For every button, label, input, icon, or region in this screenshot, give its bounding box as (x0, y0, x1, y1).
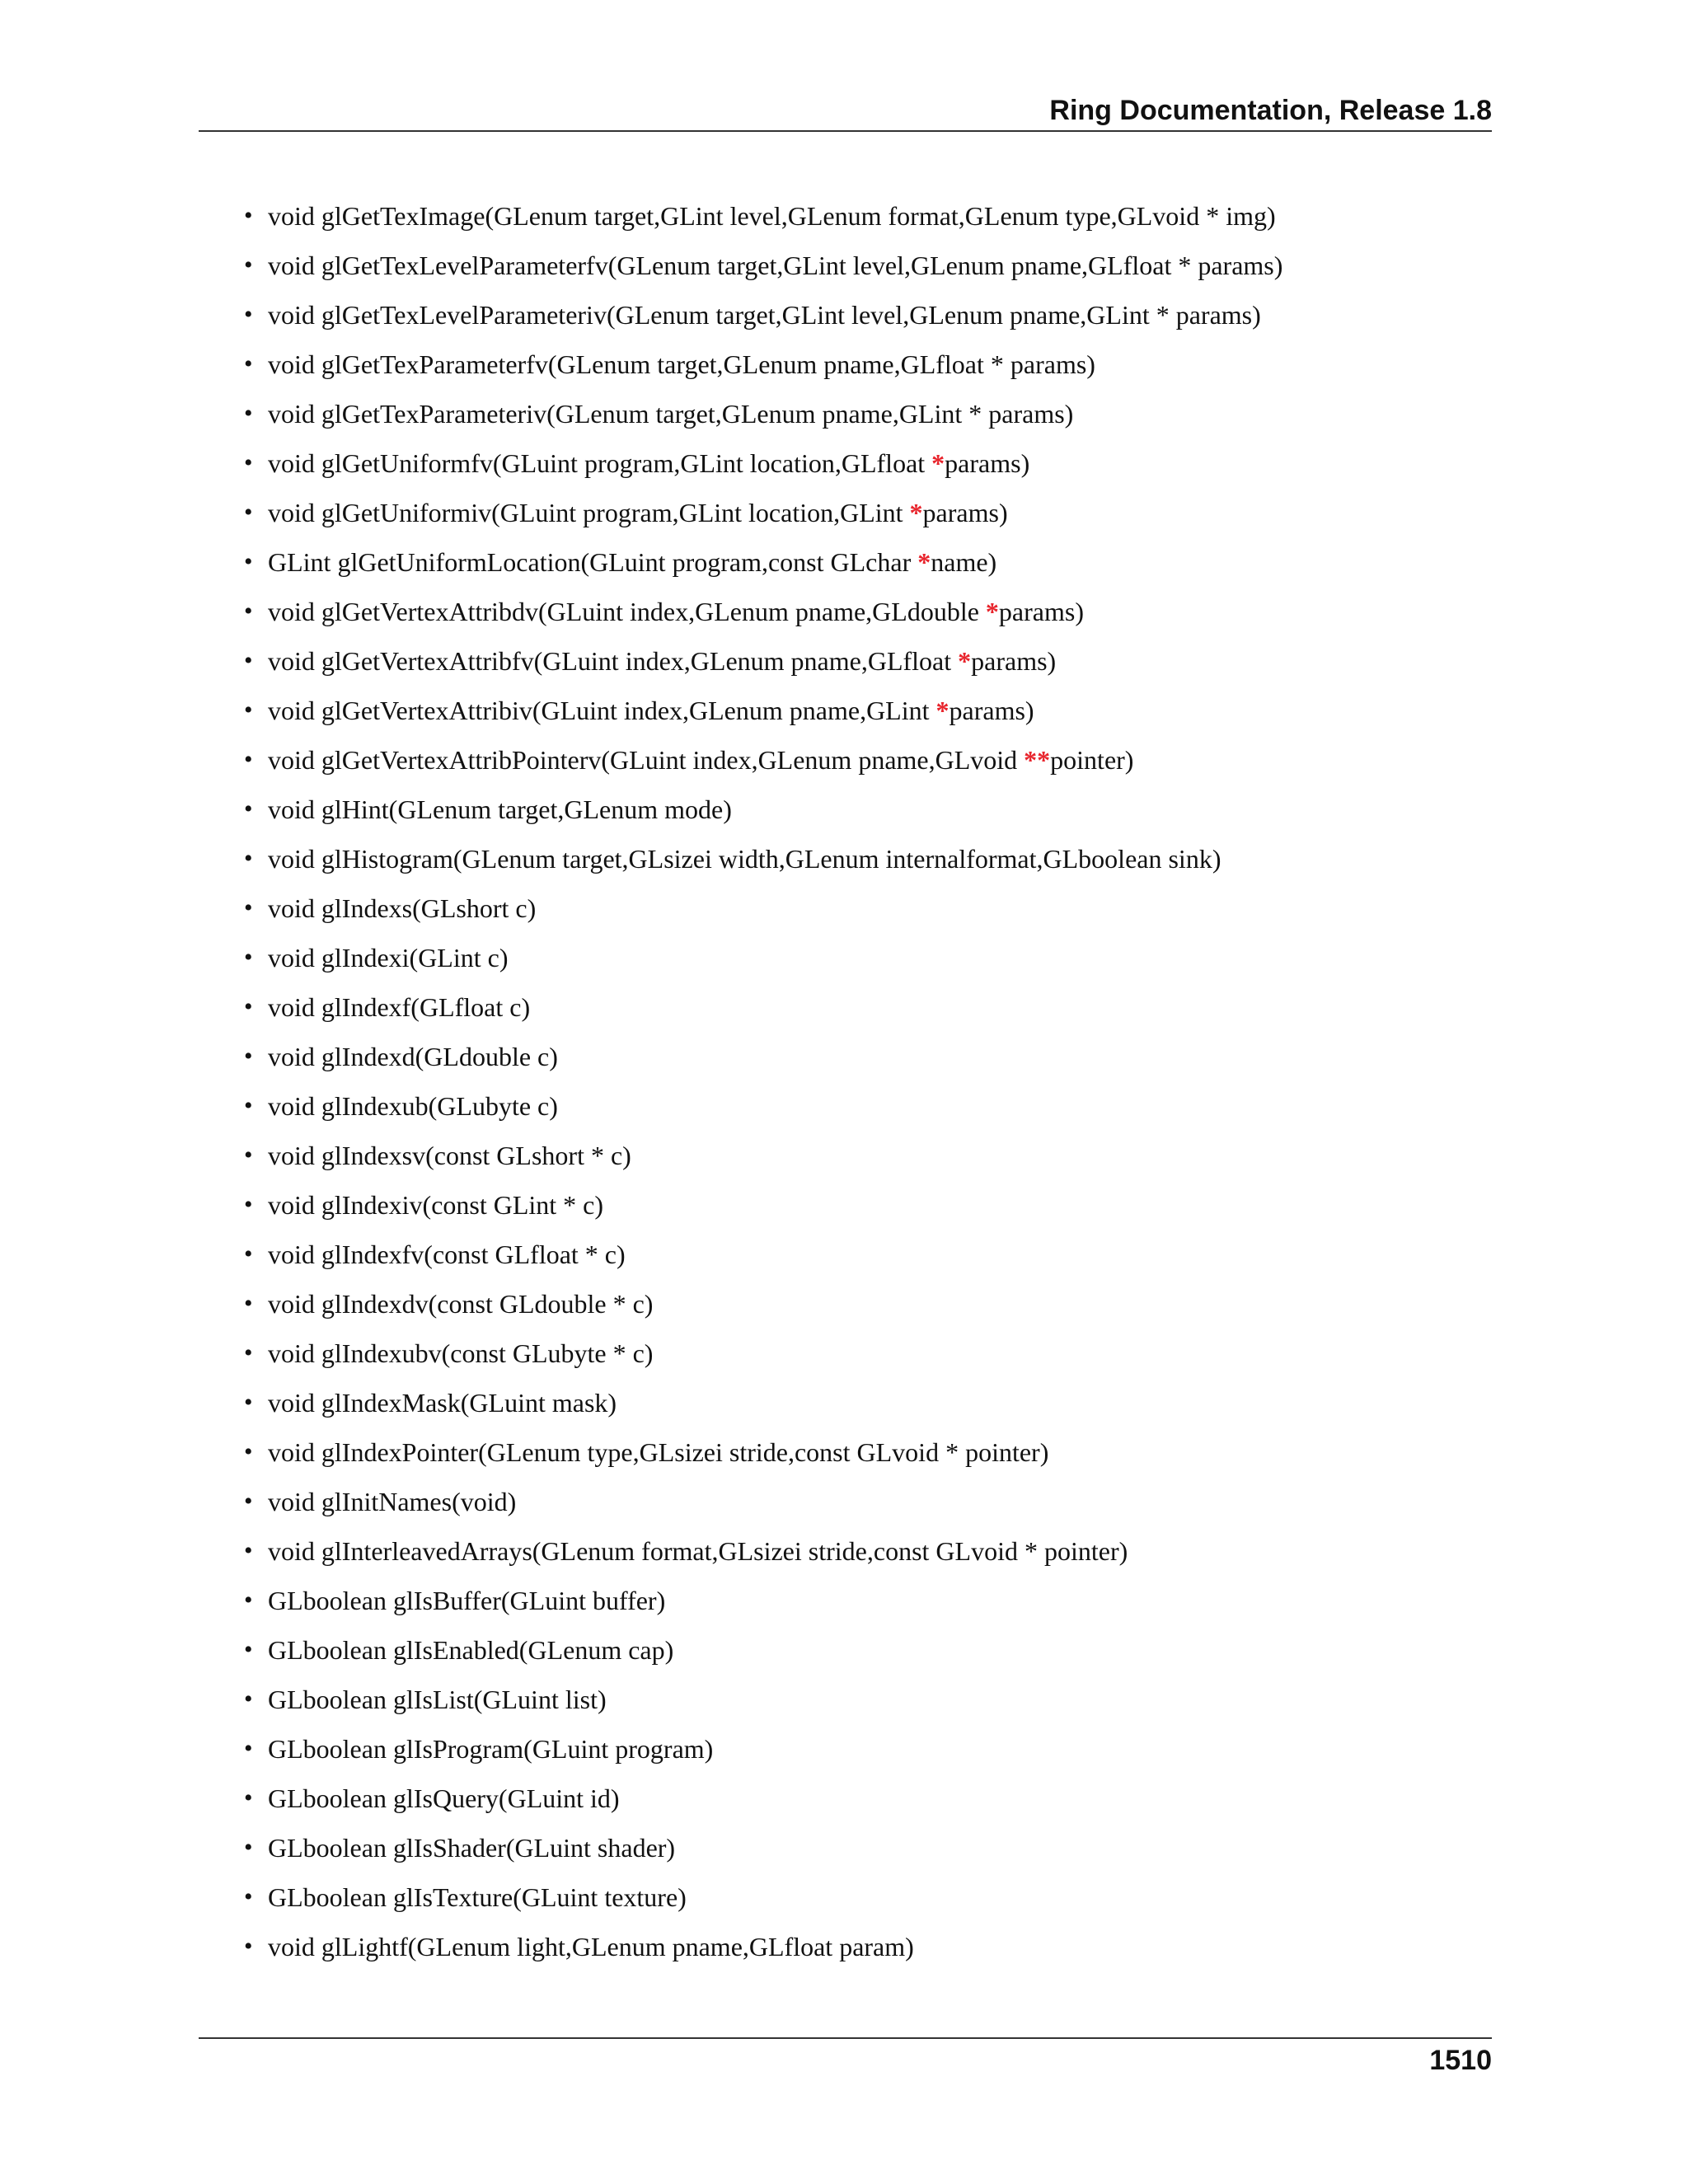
function-signature-start: void glGetVertexAttribfv(GLuint index,GLenum pname,GLfloat (268, 646, 959, 676)
function-signature-start: GLint glGetUniformLocation(GLuint program,const GLchar (268, 547, 918, 577)
function-signature: void glIndexubv(const GLubyte * c) (268, 1338, 654, 1368)
list-item (0, 199, 1282, 249)
list-item (0, 941, 1282, 991)
bullet-icon: • (244, 1290, 253, 1317)
bullet-icon: • (244, 301, 253, 328)
bullet-icon: • (244, 202, 253, 229)
list-item (0, 1040, 1282, 1090)
function-signature: void glInterleavedArrays(GLenum format,GLsizei stride,const GLvoid * pointer) (268, 1536, 1128, 1566)
function-signature: void glGetTexParameteriv(GLenum target,GLenum pname,GLint * params) (268, 399, 1074, 429)
bullet-icon: • (244, 1685, 253, 1713)
bullet-icon: • (244, 1191, 253, 1218)
function-signature-start: void glGetUniformfv(GLuint program,GLint location,GLfloat (268, 448, 932, 478)
function-signature: void glIndexfv(const GLfloat * c) (268, 1240, 626, 1269)
list-item (0, 1287, 1282, 1337)
bullet-icon: • (244, 1488, 253, 1515)
list-item (0, 1139, 1282, 1188)
function-signature: void glGetTexParameterfv(GLenum target,GLenum pname,GLfloat * params) (268, 349, 1095, 379)
page-number: 1510 (1429, 2045, 1492, 2076)
function-signature-end: name) (931, 547, 997, 577)
list-item (0, 1436, 1282, 1485)
list-item (0, 991, 1282, 1040)
list-item (0, 397, 1282, 447)
function-signature: void glIndexs(GLshort c) (268, 893, 537, 923)
bullet-icon: • (244, 1043, 253, 1070)
bullet-icon: • (244, 1537, 253, 1564)
list-item (0, 496, 1282, 546)
function-signature-end: params) (922, 498, 1008, 527)
function-signature: void glIndexd(GLdouble c) (268, 1042, 558, 1071)
function-signature: void glIndexsv(const GLshort * c) (268, 1141, 631, 1170)
list-item (0, 1831, 1282, 1881)
list-item (0, 1386, 1282, 1436)
list-item (0, 694, 1282, 743)
list-item (0, 298, 1282, 348)
page-header-title: Ring Documentation, Release 1.8 (1049, 95, 1492, 126)
list-item (0, 1238, 1282, 1287)
bullet-icon: • (244, 1339, 253, 1366)
list-item (0, 1930, 1282, 1980)
bullet-icon: • (244, 696, 253, 724)
list-item (0, 1337, 1282, 1386)
pointer-emphasis: * (917, 547, 931, 577)
bullet-icon: • (244, 746, 253, 773)
list-item (0, 1732, 1282, 1782)
pointer-emphasis: * (909, 498, 923, 527)
bullet-icon: • (244, 845, 253, 872)
bullet-icon: • (244, 944, 253, 971)
bullet-icon: • (244, 647, 253, 674)
function-signature: void glIndexi(GLint c) (268, 943, 509, 972)
function-signature-end: params) (945, 448, 1030, 478)
function-signature-end: pointer) (1050, 745, 1134, 775)
list-item (0, 842, 1282, 892)
function-signature: GLboolean glIsTexture(GLuint texture) (268, 1882, 687, 1912)
bullet-icon: • (244, 1735, 253, 1762)
list-item (0, 1683, 1282, 1732)
pointer-emphasis: * (958, 646, 972, 676)
pointer-emphasis: * (935, 696, 950, 725)
function-signature: GLboolean glIsEnabled(GLenum cap) (268, 1635, 674, 1665)
bullet-icon: • (244, 350, 253, 377)
bullet-icon: • (244, 795, 253, 823)
function-signature-end: params) (971, 646, 1057, 676)
bullet-icon: • (244, 400, 253, 427)
list-item (0, 892, 1282, 941)
bullet-icon: • (244, 1141, 253, 1169)
function-signature: void glIndexdv(const GLdouble * c) (268, 1289, 654, 1319)
header-rule (199, 130, 1492, 132)
function-signature: GLboolean glIsBuffer(GLuint buffer) (268, 1586, 666, 1615)
function-signature-start: void glGetUniformiv(GLuint program,GLint location,GLint (268, 498, 910, 527)
list-item (0, 1782, 1282, 1831)
bullet-icon: • (244, 1784, 253, 1811)
pointer-emphasis: * (931, 448, 945, 478)
function-signature: void glLightf(GLenum light,GLenum pname,GLfloat param) (268, 1932, 914, 1961)
function-signature: void glHistogram(GLenum target,GLsizei width,GLenum internalformat,GLboolean sink) (268, 844, 1221, 874)
function-signature: void glInitNames(void) (268, 1487, 517, 1516)
function-signature: GLboolean glIsProgram(GLuint program) (268, 1734, 714, 1764)
function-signature-start: void glGetVertexAttribiv(GLuint index,GLenum pname,GLint (268, 696, 936, 725)
bullet-icon: • (244, 1933, 253, 1960)
pointer-emphasis: * (985, 597, 999, 626)
list-item (0, 249, 1282, 298)
list-item (0, 743, 1282, 793)
list-item (0, 1633, 1282, 1683)
list-item (0, 644, 1282, 694)
list-item (0, 348, 1282, 397)
list-item (0, 1188, 1282, 1238)
function-signature: void glHint(GLenum target,GLenum mode) (268, 794, 732, 824)
bullet-icon: • (244, 894, 253, 921)
list-item (0, 793, 1282, 842)
bullet-icon: • (244, 1092, 253, 1119)
bullet-icon: • (244, 1636, 253, 1663)
bullet-icon: • (244, 1883, 253, 1910)
function-signature: void glGetTexLevelParameteriv(GLenum target,GLint level,GLenum pname,GLint * params) (268, 300, 1261, 330)
function-signature: void glIndexPointer(GLenum type,GLsizei stride,const GLvoid * pointer) (268, 1437, 1049, 1467)
bullet-icon: • (244, 993, 253, 1020)
bullet-icon: • (244, 1438, 253, 1465)
bullet-icon: • (244, 1389, 253, 1416)
list-item (0, 1485, 1282, 1535)
function-signature-end: params) (998, 597, 1084, 626)
bullet-icon: • (244, 1240, 253, 1268)
pointer-emphasis: ** (1024, 745, 1051, 775)
function-signature: GLboolean glIsQuery(GLuint id) (268, 1783, 620, 1813)
function-signature: void glGetTexLevelParameterfv(GLenum target,GLint level,GLenum pname,GLfloat * params) (268, 251, 1283, 280)
function-signature-list (0, 199, 1282, 1980)
function-signature: GLboolean glIsList(GLuint list) (268, 1685, 607, 1714)
list-item (0, 546, 1282, 595)
function-signature: void glIndexiv(const GLint * c) (268, 1190, 604, 1220)
bullet-icon: • (244, 499, 253, 526)
bullet-icon: • (244, 598, 253, 625)
list-item (0, 1090, 1282, 1139)
function-signature-start: void glGetVertexAttribdv(GLuint index,GLenum pname,GLdouble (268, 597, 986, 626)
function-signature: void glGetTexImage(GLenum target,GLint level,GLenum format,GLenum type,GLvoid * img) (268, 201, 1276, 231)
bullet-icon: • (244, 449, 253, 476)
footer-rule (199, 2037, 1492, 2039)
function-signature-end: params) (949, 696, 1034, 725)
function-signature: void glIndexub(GLubyte c) (268, 1091, 558, 1121)
list-item (0, 595, 1282, 644)
bullet-icon: • (244, 1586, 253, 1614)
function-signature: GLboolean glIsShader(GLuint shader) (268, 1833, 676, 1863)
function-signature: void glIndexMask(GLuint mask) (268, 1388, 617, 1418)
list-item (0, 1881, 1282, 1930)
bullet-icon: • (244, 251, 253, 279)
list-item (0, 1584, 1282, 1633)
list-item (0, 1535, 1282, 1584)
bullet-icon: • (244, 548, 253, 575)
function-signature-start: void glGetVertexAttribPointerv(GLuint index,GLenum pname,GLvoid (268, 745, 1025, 775)
function-signature: void glIndexf(GLfloat c) (268, 992, 531, 1022)
list-item (0, 447, 1282, 496)
bullet-icon: • (244, 1834, 253, 1861)
